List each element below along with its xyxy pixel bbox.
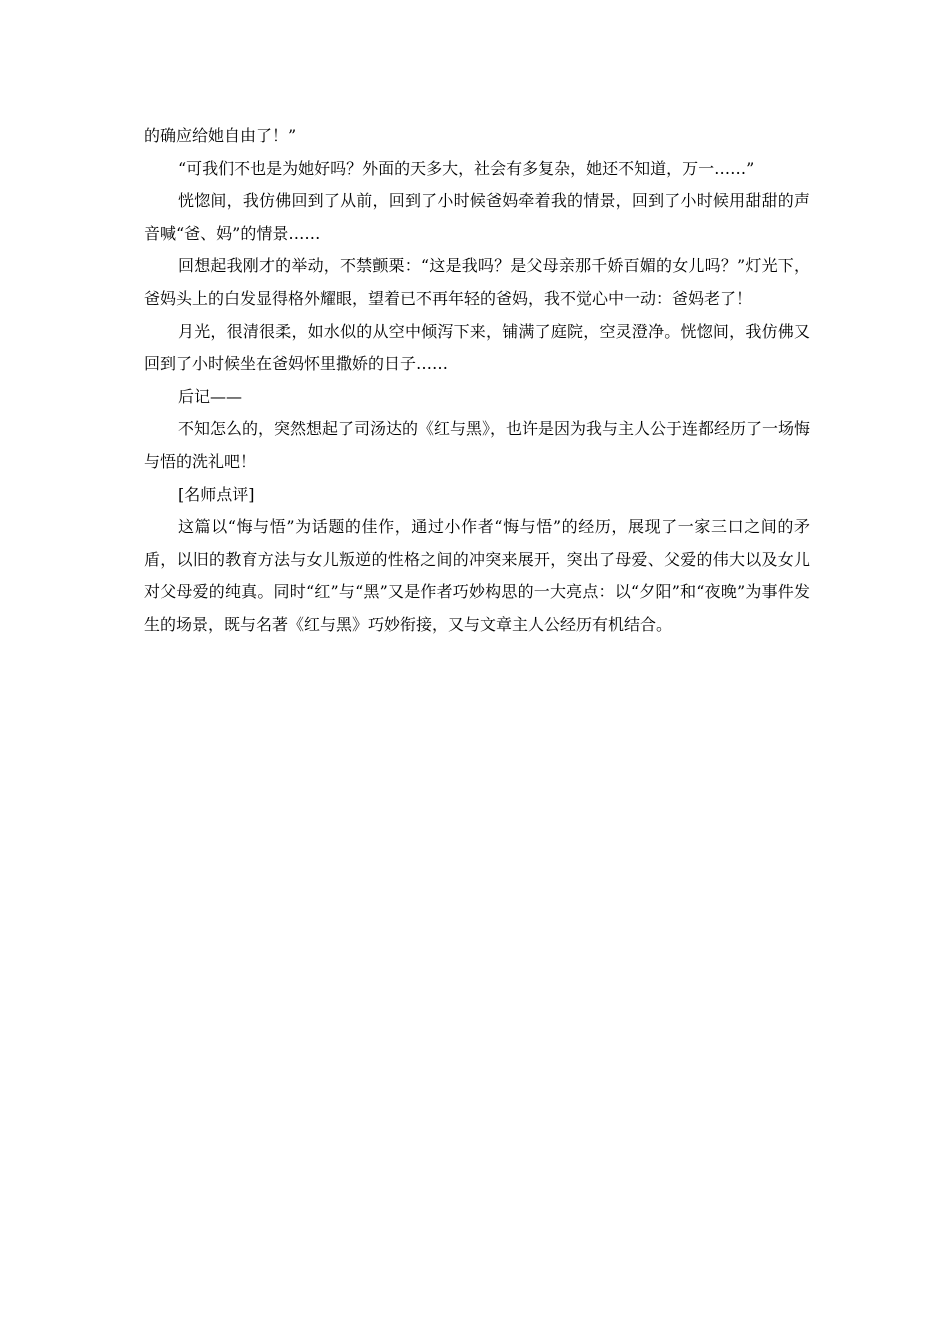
paragraph-4: 回想起我刚才的举动，不禁颤栗：“这是我吗？是父母亲那千娇百媚的女儿吗？”灯光下，爸妈头上的白发显得格外耀眼，望着已不再年轻的爸妈，我不觉心中一动：爸妈老了！ <box>144 256 810 308</box>
teacher-comment-heading: [名师点评] <box>178 484 255 504</box>
teacher-comment-body: 这篇以“悔与悟”为话题的佳作，通过小作者“悔与悟”的经历，展现了一家三口之间的矛盾，以旧的教育方法与女儿叛逆的性格之间的冲突来展开，突出了母爱、父爱的伟大以及女儿对父母爱的纯真。同时“红”与“黑”又是作者巧妙构思的一大亮点：以“夕阳”和“夜晚”为事件发生的场景，既与名著《红与黑》巧妙衔接，又与文章主人公经历有机结合。 <box>144 517 810 634</box>
paragraph-5: 月光，很清很柔，如水似的从空中倾泻下来，铺满了庭院，空灵澄净。恍惚间，我仿佛又回到了小时候坐在爸妈怀里撒娇的日子…… <box>144 321 810 374</box>
essay-body <box>144 120 810 642</box>
paragraph-7: 不知怎么的，突然想起了司汤达的《红与黑》，也许是因为我与主人公于连都经历了一场悔与悟的洗礼吧！ <box>144 419 811 471</box>
paragraph-3: 恍惚间，我仿佛回到了从前，回到了小时候爸妈牵着我的情景，回到了小时候用甜甜的声音喊“爸、妈”的情景…… <box>144 191 810 243</box>
paragraph-2: “可我们不也是为她好吗？外面的天多大，社会有多复杂，她还不知道，万一……” <box>178 158 755 178</box>
paragraph-1: 的确应给她自由了！” <box>144 126 297 145</box>
afterword-heading: 后记—— <box>178 386 243 406</box>
